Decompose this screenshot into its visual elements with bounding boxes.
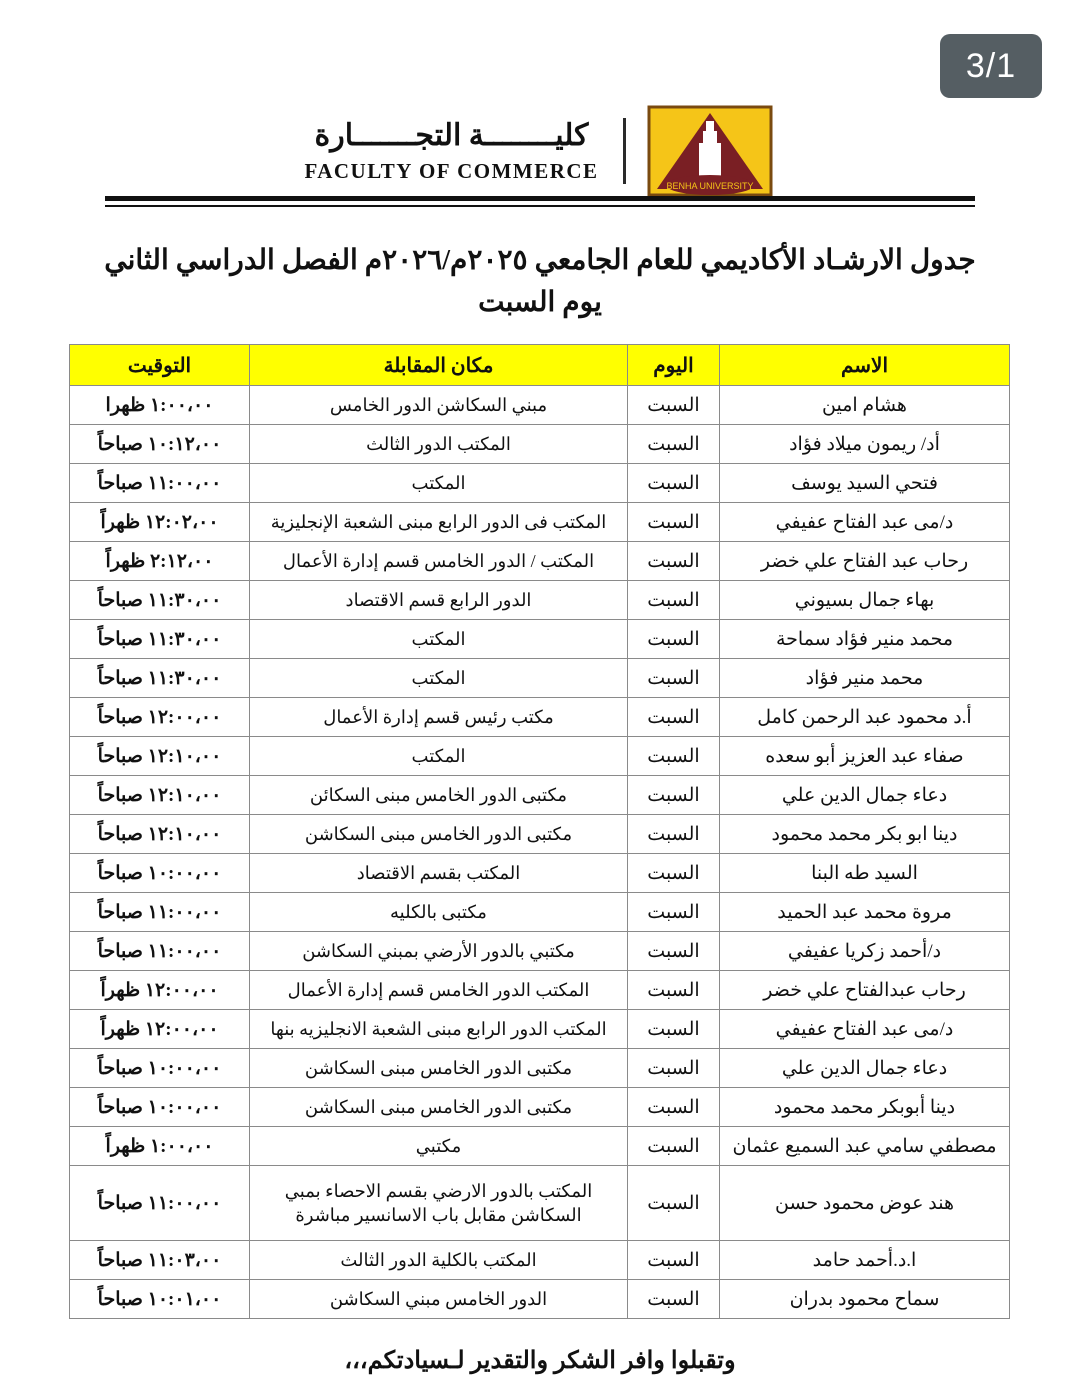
cell-time: ١١:٠٠،٠٠ صباحاً (70, 1166, 250, 1241)
cell-day: السبت (628, 1088, 720, 1127)
page-title-line-1: جدول الارشـاد الأكاديمي للعام الجامعي ٢٠٢٥م/٢٠٢٦م الفصل الدراسي الثاني (104, 245, 976, 276)
cell-name: صفاء عبد العزيز أبو سعده (720, 737, 1010, 776)
table-row (70, 464, 1010, 503)
cell-time: ١٢:١٠،٠٠ صباحاً (70, 737, 250, 776)
table-row (70, 1010, 1010, 1049)
cell-day: السبت (628, 1049, 720, 1088)
cell-name: دعاء جمال الدين علي (720, 776, 1010, 815)
cell-name: دينا أبوبكر محمد محمود (720, 1088, 1010, 1127)
table-row (70, 1241, 1010, 1280)
cell-time: ١٠:٠٠،٠٠ صباحاً (70, 854, 250, 893)
cell-day: السبت (628, 425, 720, 464)
table-row (70, 932, 1010, 971)
table-row (70, 1049, 1010, 1088)
cell-day: السبت (628, 386, 720, 425)
column-header-name: الاسم (720, 345, 1010, 386)
cell-place: مكتبى الدور الخامس مبنى السكاشن (250, 1088, 628, 1127)
cell-name: محمد منير فؤاد سماحة (720, 620, 1010, 659)
cell-place: المكتب الدور الرابع مبنى الشعبة الانجليزيه بنها (250, 1010, 628, 1049)
cell-place: مكتبى الدور الخامس مبنى السكاشن (250, 815, 628, 854)
cell-name: رحاب عبدالفتاح علي خضر (720, 971, 1010, 1010)
table-row (70, 971, 1010, 1010)
table-row (70, 542, 1010, 581)
cell-name: دينا ابو بكر محمد محمود (720, 815, 1010, 854)
cell-place: مكتبى الدور الخامس مبنى السكائن (250, 776, 628, 815)
cell-day: السبت (628, 854, 720, 893)
cell-time: ١:٠٠،٠٠ ظهرا (70, 386, 250, 425)
cell-day: السبت (628, 737, 720, 776)
cell-name: د/مى عبد الفتاح عفيفي (720, 1010, 1010, 1049)
cell-day: السبت (628, 698, 720, 737)
column-header-time: التوقيت (70, 345, 250, 386)
cell-place: المكتب (250, 659, 628, 698)
cell-day: السبت (628, 542, 720, 581)
cell-place: مبني السكاشن الدور الخامس (250, 386, 628, 425)
cell-day: السبت (628, 1280, 720, 1319)
cell-place: الدور الخامس مبني السكاشن (250, 1280, 628, 1319)
cell-place: الدور الرابع قسم الاقتصاد (250, 581, 628, 620)
page-title (60, 240, 1020, 324)
table-row (70, 1166, 1010, 1241)
letterhead (0, 96, 1080, 206)
cell-day: السبت (628, 1127, 720, 1166)
cell-place: المكتب الدور الخامس قسم إدارة الأعمال (250, 971, 628, 1010)
cell-day: السبت (628, 659, 720, 698)
page-title-line-2: يوم السبت (478, 287, 602, 318)
cell-time: ١١:٠٠،٠٠ صباحاً (70, 464, 250, 503)
footer-note: وتقبلوا وافر الشكر والتقدير لـسيادتكم،،، (344, 1348, 736, 1374)
cell-place: مكتبى الدور الخامس مبنى السكاشن (250, 1049, 628, 1088)
table-row (70, 425, 1010, 464)
cell-time: ١١:٣٠،٠٠ صباحاً (70, 620, 250, 659)
faculty-name-english: FACULTY OF COMMERCE (304, 159, 599, 183)
cell-time: ١٢:١٠،٠٠ صباحاً (70, 776, 250, 815)
table-row (70, 854, 1010, 893)
cell-day: السبت (628, 1166, 720, 1241)
cell-name: محمد منير فؤاد (720, 659, 1010, 698)
cell-time: ١٠:٠٠،٠٠ صباحاً (70, 1088, 250, 1127)
cell-place: المكتب الدور الثالث (250, 425, 628, 464)
column-header-day: اليوم (628, 345, 720, 386)
cell-time: ١١:٠٠،٠٠ صباحاً (70, 932, 250, 971)
cell-place: المكتب / الدور الخامس قسم إدارة الأعمال (250, 542, 628, 581)
cell-day: السبت (628, 932, 720, 971)
cell-name: فتحي السيد يوسف (720, 464, 1010, 503)
cell-place: مكتب رئيس قسم إدارة الأعمال (250, 698, 628, 737)
cell-day: السبت (628, 503, 720, 542)
page-number-badge: 3/1 (940, 34, 1042, 98)
cell-day: السبت (628, 581, 720, 620)
cell-day: السبت (628, 815, 720, 854)
cell-day: السبت (628, 971, 720, 1010)
cell-time: ١١:٠٣،٠٠ صباحاً (70, 1241, 250, 1280)
cell-name: هشام امين (720, 386, 1010, 425)
cell-name: سماح محمود بدران (720, 1280, 1010, 1319)
header-divider-thin (105, 205, 975, 207)
cell-day: السبت (628, 1241, 720, 1280)
cell-time: ١٢:٠٠،٠٠ صباحاً (70, 698, 250, 737)
cell-time: ١١:٣٠،٠٠ صباحاً (70, 659, 250, 698)
table-row (70, 581, 1010, 620)
cell-name: السيد طه البنا (720, 854, 1010, 893)
cell-name: مروة محمد عبد الحميد (720, 893, 1010, 932)
cell-day: السبت (628, 1010, 720, 1049)
cell-time: ١٢:١٠،٠٠ صباحاً (70, 815, 250, 854)
cell-place: المكتب (250, 464, 628, 503)
table-row (70, 815, 1010, 854)
cell-place: المكتب (250, 620, 628, 659)
table-row (70, 1127, 1010, 1166)
table-row (70, 776, 1010, 815)
table-row (70, 737, 1010, 776)
cell-name: رحاب عبد الفتاح علي خضر (720, 542, 1010, 581)
cell-time: ١٢:٠٠،٠٠ ظهراً (70, 971, 250, 1010)
cell-time: ١:٠٠،٠٠ ظهراً (70, 1127, 250, 1166)
cell-name: هند عوض محمود حسن (720, 1166, 1010, 1241)
table-row (70, 1280, 1010, 1319)
university-emblem-icon (644, 103, 776, 199)
cell-place: مكتبي (250, 1127, 628, 1166)
cell-place: مكتبي بالدور الأرضي بمبني السكاشن (250, 932, 628, 971)
cell-place: المكتب فى الدور الرابع مبنى الشعبة الإنجليزية (250, 503, 628, 542)
cell-time: ١٠:٠١،٠٠ صباحاً (70, 1280, 250, 1319)
cell-name: د/أحمد زكريا عفيفي (720, 932, 1010, 971)
table-row (70, 1088, 1010, 1127)
cell-time: ٢:١٢،٠٠ ظهراً (70, 542, 250, 581)
cell-day: السبت (628, 620, 720, 659)
cell-name: أ.د محمود عبد الرحمن كامل (720, 698, 1010, 737)
table-row (70, 698, 1010, 737)
cell-name: ا.د.أحمد حامد (720, 1241, 1010, 1280)
cell-name: بهاء جمال بسيوني (720, 581, 1010, 620)
table-body (70, 386, 1010, 1319)
cell-day: السبت (628, 893, 720, 932)
table-row (70, 893, 1010, 932)
cell-time: ١١:٣٠،٠٠ صباحاً (70, 581, 250, 620)
cell-name: دعاء جمال الدين علي (720, 1049, 1010, 1088)
cell-place: المكتب (250, 737, 628, 776)
cell-place: المكتب بقسم الاقتصاد (250, 854, 628, 893)
column-header-place: مكان المقابلة (250, 345, 628, 386)
table-row (70, 386, 1010, 425)
cell-place: المكتب بالكلية الدور الثالث (250, 1241, 628, 1280)
header-divider-thick (105, 196, 975, 201)
cell-time: ١١:٠٠،٠٠ صباحاً (70, 893, 250, 932)
table-row (70, 503, 1010, 542)
cell-name: مصطفي سامي عبد السميع عثمان (720, 1127, 1010, 1166)
table-row (70, 620, 1010, 659)
cell-name: د/مى عبد الفتاح عفيفي (720, 503, 1010, 542)
table-header-row (70, 345, 1010, 386)
cell-time: ١٠:١٢،٠٠ صباحاً (70, 425, 250, 464)
cell-name: أد/ ريمون ميلاد فؤاد (720, 425, 1010, 464)
faculty-name-block (304, 118, 625, 184)
cell-day: السبت (628, 464, 720, 503)
cell-time: ١٢:٠٠،٠٠ ظهراً (70, 1010, 250, 1049)
faculty-name-arabic: كليــــــــة التجـــــــارة (314, 119, 589, 152)
cell-place: المكتب بالدور الارضي بقسم الاحصاء بمبي السكاشن مقابل باب الاسانسير مباشرة (250, 1166, 628, 1241)
table-row (70, 659, 1010, 698)
advising-schedule-table (69, 344, 1010, 1319)
cell-time: ١٢:٠٢،٠٠ ظهراً (70, 503, 250, 542)
cell-time: ١٠:٠٠،٠٠ صباحاً (70, 1049, 250, 1088)
cell-place: مكتبى بالكليه (250, 893, 628, 932)
svg-text:BENHA UNIVERSITY: BENHA UNIVERSITY (666, 181, 754, 191)
cell-day: السبت (628, 776, 720, 815)
